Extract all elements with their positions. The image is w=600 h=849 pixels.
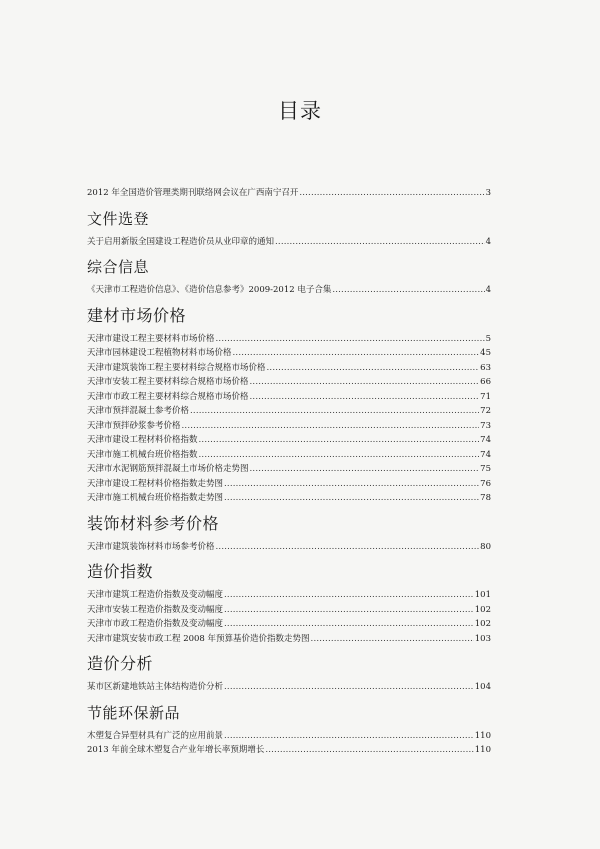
- toc-page-number: 4: [485, 285, 491, 295]
- toc-entry[interactable]: [87, 419, 491, 434]
- toc-entry[interactable]: [87, 390, 491, 405]
- dot-leader: [311, 632, 474, 647]
- toc-entry[interactable]: [87, 477, 491, 492]
- toc-entry-label: 天津市安装工程造价指数及变动幅度: [87, 604, 224, 615]
- dot-leader: [224, 588, 474, 603]
- section-heading: 造价指数: [87, 562, 154, 581]
- toc-entry-label: 天津市建筑装饰材料市场参考价格: [87, 541, 215, 552]
- dot-leader: [224, 477, 479, 492]
- toc-page-number: 5: [485, 333, 491, 344]
- toc-page-number: 45: [480, 348, 491, 358]
- toc-entry-label: 天津市建设工程主要材料市场价格: [87, 333, 215, 344]
- toc-entry[interactable]: [87, 540, 491, 555]
- toc-entry[interactable]: [87, 588, 491, 603]
- toc-entry-label: 天津市市政工程造价指数及变动幅度: [87, 619, 224, 629]
- dot-leader: [224, 491, 479, 506]
- toc-page-number: 102: [474, 619, 491, 629]
- toc-entry-label: 某市区新建地铁站主体结构造价分析: [87, 682, 224, 692]
- dot-leader: [250, 375, 480, 390]
- dot-leader: [199, 448, 480, 463]
- toc-entry[interactable]: [87, 346, 491, 361]
- dot-leader: [265, 743, 473, 758]
- toc-page-number: 110: [474, 745, 491, 755]
- dot-leader: [224, 617, 474, 632]
- section-heading: 节能环保新品: [87, 703, 181, 722]
- section-heading: 建材市场价格: [87, 305, 187, 325]
- dot-leader: [275, 235, 485, 250]
- toc-entry[interactable]: [87, 729, 491, 744]
- toc-entry[interactable]: [87, 448, 491, 463]
- toc-entry-label: 天津市预拌砂浆参考价格: [87, 420, 181, 431]
- dot-leader: [224, 729, 474, 744]
- toc-page-number: 72: [480, 406, 491, 416]
- toc-page-number: 73: [480, 420, 491, 431]
- toc-page-number: 66: [480, 377, 491, 387]
- toc-entry-label: 天津市安装工程主要材料综合规格市场价格: [87, 377, 249, 387]
- toc-page-number: 110: [474, 730, 491, 741]
- toc-page-number: 63: [480, 362, 491, 373]
- toc-page-number: 74: [480, 449, 491, 460]
- toc-page-number: 76: [480, 478, 491, 489]
- dot-leader: [332, 283, 484, 298]
- section-heading: 文件选登: [87, 209, 150, 228]
- toc-entry-label: 2012 年全国造价管理类期刊联络网会议在广西南宁召开: [87, 188, 299, 198]
- toc-entry-label: 天津市预拌混凝土参考价格: [87, 406, 190, 416]
- toc-entry[interactable]: [87, 375, 491, 390]
- toc-page-number: 101: [474, 590, 491, 600]
- dot-leader: [250, 462, 480, 477]
- toc-page-number: 74: [480, 435, 491, 445]
- toc-entry-label: 2013 年前全球木塑复合产业年增长率预期增长: [87, 745, 265, 755]
- toc-entry-label: 关于启用新版全国建设工程造价员从业印章的通知: [87, 236, 275, 247]
- toc-page-number: 75: [480, 464, 491, 474]
- toc-entry[interactable]: [87, 617, 491, 632]
- toc-page-number: 103: [474, 633, 491, 644]
- toc-entry-label: 天津市施工机械台班价格指数走势图: [87, 493, 224, 503]
- toc-entry-label: 天津市园林建设工程植物材料市场价格: [87, 348, 232, 358]
- toc-page-number: 80: [480, 541, 491, 552]
- toc-entry[interactable]: [87, 743, 491, 758]
- toc-entry[interactable]: [87, 404, 491, 419]
- dot-leader: [199, 433, 480, 448]
- toc-entry-label: 木塑复合异型材具有广泛的应用前景: [87, 730, 224, 741]
- toc-entry[interactable]: [87, 283, 491, 298]
- toc-entry-label: 天津市建设工程材料价格指数: [87, 435, 198, 445]
- toc-entry[interactable]: [87, 186, 491, 201]
- section-heading: 造价分析: [87, 654, 154, 673]
- toc-entry[interactable]: [87, 603, 491, 618]
- dot-leader: [267, 361, 480, 376]
- toc-entry-label: 天津市水泥钢筋预拌混凝土市场价格走势图: [87, 464, 249, 474]
- dot-leader: [250, 390, 480, 405]
- dot-leader: [216, 540, 480, 555]
- toc-entry[interactable]: [87, 680, 491, 695]
- toc-entry-label: 天津市建筑工程造价指数及变动幅度: [87, 590, 224, 600]
- toc-entry-label: 《天津市工程造价信息》、《造价信息参考》2009-2012 电子合集: [87, 285, 332, 295]
- dot-leader: [190, 404, 479, 419]
- toc-page-number: 4: [485, 236, 491, 247]
- toc-page-number: 71: [480, 391, 491, 402]
- dot-leader: [233, 346, 480, 361]
- dot-leader: [216, 332, 485, 347]
- toc-page-number: 3: [485, 188, 491, 198]
- toc-entry-label: 天津市建筑装饰工程主要材料综合规格市场价格: [87, 362, 266, 373]
- toc-entry[interactable]: [87, 235, 491, 250]
- toc-page-number: 104: [474, 682, 491, 692]
- toc-page-number: 78: [480, 493, 491, 503]
- toc-entry[interactable]: [87, 332, 491, 347]
- section-heading: 综合信息: [87, 258, 150, 276]
- toc-entry-label: 天津市建设工程材料价格指数走势图: [87, 478, 224, 489]
- toc-page-number: 102: [474, 604, 491, 615]
- dot-leader: [299, 186, 484, 201]
- section-heading: 装饰材料参考价格: [87, 513, 220, 533]
- toc-entry[interactable]: [87, 491, 491, 506]
- toc-entry[interactable]: [87, 632, 491, 647]
- toc-entry[interactable]: [87, 462, 491, 477]
- toc-entry-label: 天津市市政工程主要材料综合规格市场价格: [87, 391, 249, 402]
- dot-leader: [224, 680, 474, 695]
- toc-entry-label: 天津市建筑安装市政工程 2008 年预算基价造价指数走势图: [87, 633, 310, 644]
- toc-entry[interactable]: [87, 433, 491, 448]
- toc-entry-label: 天津市施工机械台班价格指数: [87, 449, 198, 460]
- page-title: 目录: [278, 99, 322, 123]
- toc-entry[interactable]: [87, 361, 491, 376]
- dot-leader: [224, 603, 474, 618]
- dot-leader: [182, 419, 480, 434]
- table-of-contents: [87, 184, 491, 758]
